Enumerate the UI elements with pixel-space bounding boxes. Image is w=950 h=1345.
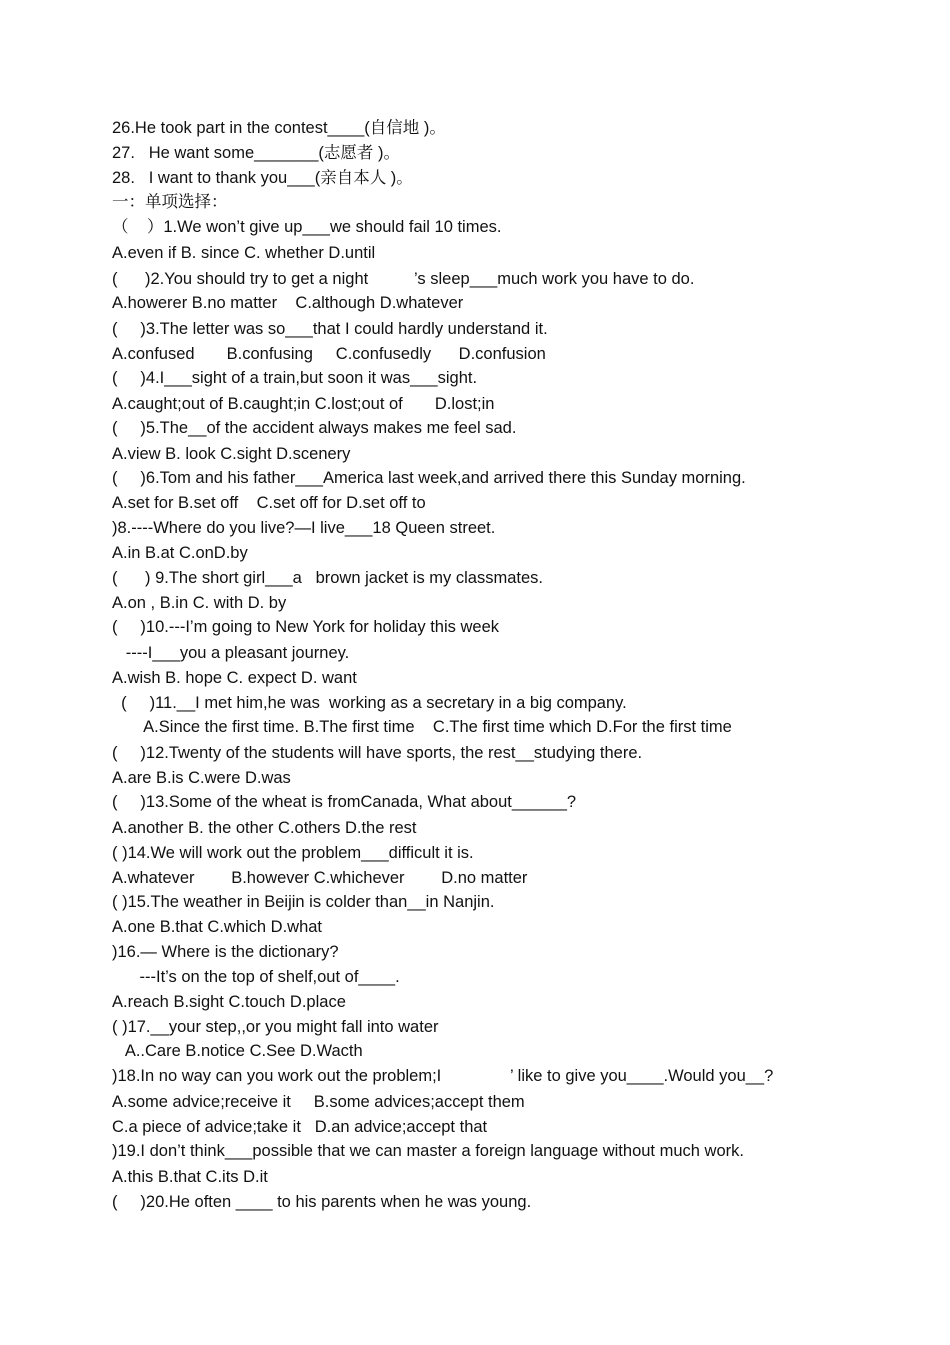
option-line: A.confused B.confusing C.confusedly D.confusion bbox=[112, 345, 546, 363]
option-line: A.even if B. since C. whether D.until bbox=[112, 244, 376, 262]
option-line: C.a piece of advice;take it D.an advice;accept that bbox=[112, 1118, 488, 1136]
question-line: ( )6.Tom and his father___America last week,and arrived there this Sunday morning. bbox=[112, 469, 746, 487]
option-line: A.some advice;receive it B.some advices;accept them bbox=[112, 1093, 525, 1111]
option-line: A.this B.that C.its D.it bbox=[112, 1168, 268, 1186]
question-line: ( )10.---I’m going to New York for holiday this week bbox=[112, 618, 499, 636]
question-line: ( )15.The weather in Beijin is colder than__in Nanjin. bbox=[112, 893, 495, 911]
question-line: ( )3.The letter was so___that I could hardly understand it. bbox=[112, 320, 548, 338]
option-line: A.set for B.set off C.set off for D.set off to bbox=[112, 494, 426, 512]
fill-in-28: 28. I want to thank you___(亲自本人 )。 bbox=[112, 169, 413, 187]
option-line: A.caught;out of B.caught;in C.lost;out of D.lost;in bbox=[112, 395, 495, 413]
question-line: )16.— Where is the dictionary? bbox=[112, 943, 339, 961]
section-title: 一：单项选择： bbox=[112, 193, 228, 211]
fill-in-27: 27. He want some_______(志愿者 )。 bbox=[112, 144, 400, 162]
question-line: ---It’s on the top of shelf,out of____. bbox=[112, 968, 400, 986]
option-line: A..Care B.notice C.See D.Wacth bbox=[112, 1042, 363, 1060]
question-line: ( )12.Twenty of the students will have sports, the rest__studying there. bbox=[112, 744, 643, 762]
option-line: A.one B.that C.which D.what bbox=[112, 918, 323, 936]
option-line: A.view B. look C.sight D.scenery bbox=[112, 445, 351, 463]
option-line: A.reach B.sight C.touch D.place bbox=[112, 993, 346, 1011]
option-line: A.are B.is C.were D.was bbox=[112, 769, 291, 787]
option-line: A.howerer B.no matter C.although D.whatever bbox=[112, 294, 464, 312]
question-line: )18.In no way can you work out the problem;I ’ like to give you____.Would you__? bbox=[112, 1067, 774, 1085]
question-line: ( )2.You should try to get a night ’s sleep___much work you have to do. bbox=[112, 270, 695, 288]
option-line: A.in B.at C.onD.by bbox=[112, 544, 248, 562]
option-line: A.whatever B.however C.whichever D.no matter bbox=[112, 869, 528, 887]
option-line: A.another B. the other C.others D.the rest bbox=[112, 819, 417, 837]
question-line: ( ) 9.The short girl___a brown jacket is my classmates. bbox=[112, 569, 543, 587]
question-line: ( )14.We will work out the problem___difficult it is. bbox=[112, 844, 474, 862]
question-line: ( )5.The__of the accident always makes me feel sad. bbox=[112, 419, 517, 437]
option-line: A.Since the first time. B.The first time C.The first time which D.For the first time bbox=[112, 718, 732, 736]
question-line: ( )4.I___sight of a train,but soon it was___sight. bbox=[112, 369, 478, 387]
question-line: （ ）1.We won’t give up___we should fail 10 times. bbox=[112, 218, 502, 236]
option-line: A.wish B. hope C. expect D. want bbox=[112, 669, 357, 687]
option-line: A.on , B.in C. with D. by bbox=[112, 594, 287, 612]
question-line: )8.----Where do you live?—I live___18 Queen street. bbox=[112, 519, 496, 537]
question-line: ( )13.Some of the wheat is fromCanada, What about______? bbox=[112, 793, 577, 811]
question-line: ( )11.__I met him,he was working as a secretary in a big company. bbox=[112, 694, 627, 712]
question-line: ( )17.__your step,,or you might fall into water bbox=[112, 1018, 439, 1036]
fill-in-26: 26.He took part in the contest____(自信地 )。 bbox=[112, 119, 446, 137]
question-line: )19.I don’t think___possible that we can master a foreign language without much work. bbox=[112, 1142, 744, 1160]
question-line: ----I___you a pleasant journey. bbox=[112, 644, 350, 662]
question-line: ( )20.He often ____ to his parents when he was young. bbox=[112, 1193, 532, 1211]
